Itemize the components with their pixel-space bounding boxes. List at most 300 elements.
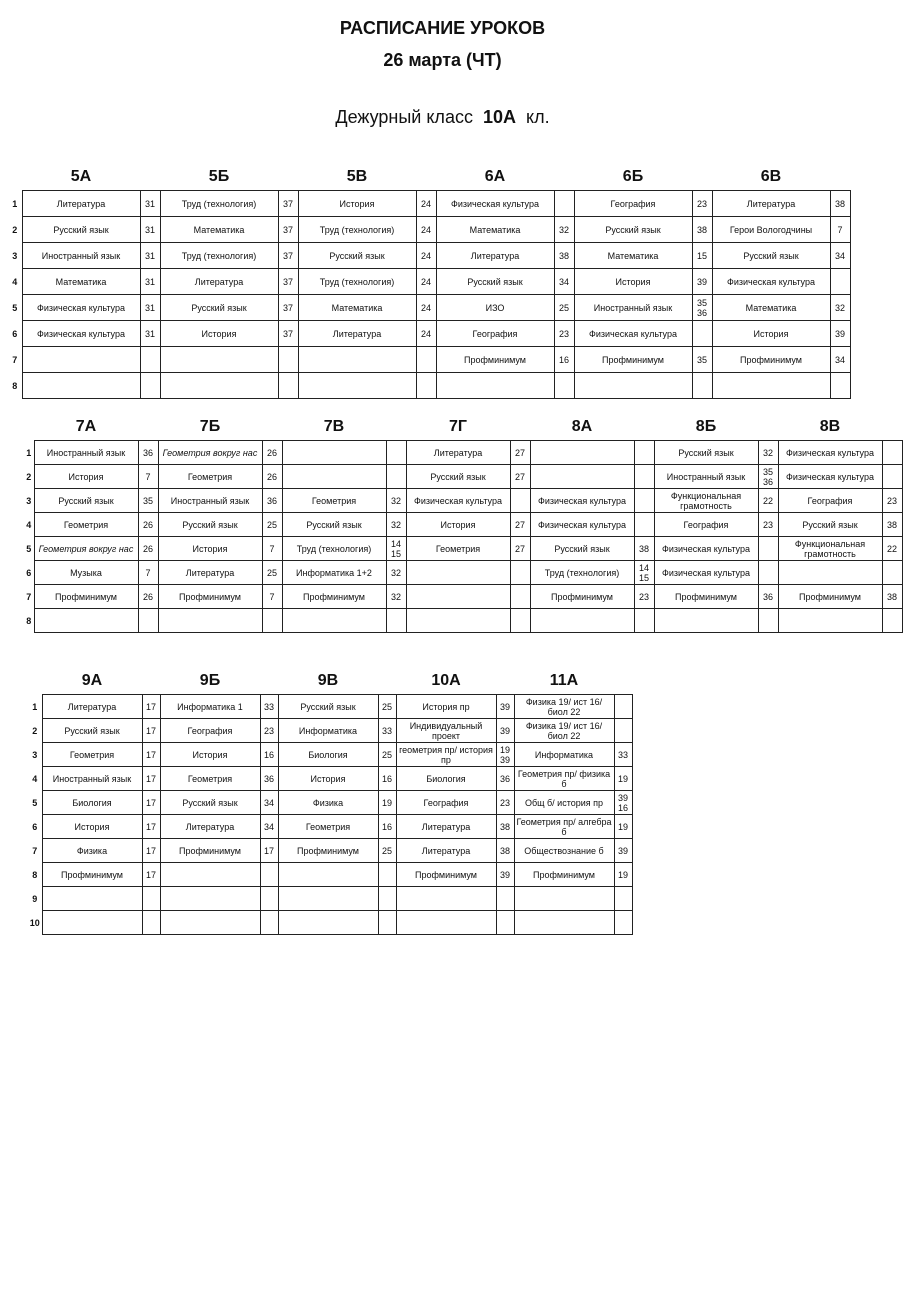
room-cell: 36 [496,767,514,791]
room-cell: 16 [260,743,278,767]
room-cell: 38 [882,585,902,609]
room-cell: 34 [260,791,278,815]
subject-cell: История [160,743,260,767]
room-cell: 39 [830,321,850,347]
room-cell [378,887,396,911]
room-cell: 24 [416,321,436,347]
subject-cell [42,887,142,911]
subject-cell [396,911,496,935]
room-cell: 23 [758,513,778,537]
table-row [24,513,902,537]
subject-cell: Информатика [278,719,378,743]
room-cell: 7 [262,585,282,609]
subject-cell: Физика 19/ ист 16/ биол 22 [514,695,614,719]
subject-cell: Профминимум [778,585,882,609]
room-cell [386,441,406,465]
subject-cell: Русский язык [574,217,692,243]
class-heading: 9В [317,672,339,689]
subject-cell: Русский язык [712,243,830,269]
subject-cell: Индивидуальный проект [396,719,496,743]
room-cell: 39 [614,839,632,863]
room-cell [416,347,436,373]
subject-cell: Русский язык [436,269,554,295]
subject-cell: Профминимум [530,585,634,609]
subject-cell: Литература [436,243,554,269]
subject-cell [514,911,614,935]
room-cell [758,561,778,585]
room-cell [634,513,654,537]
subject-cell: Литература [298,321,416,347]
class-heading: 7В [323,418,345,435]
subject-cell: Физическая культура [530,489,634,513]
subject-cell: Профминимум [160,839,260,863]
room-cell: 37 [278,269,298,295]
room-cell: 17 [142,839,160,863]
subject-cell [278,863,378,887]
table-row [28,911,632,935]
subject-cell: Геометрия [278,815,378,839]
room-cell: 25 [378,695,396,719]
subject-cell: Музыка [34,561,138,585]
room-cell: 37 [278,295,298,321]
subject-cell: Геометрия [34,513,138,537]
room-cell: 17 [142,815,160,839]
room-cell [378,911,396,935]
subject-cell: Иностранный язык [574,295,692,321]
subject-cell: Математика [436,217,554,243]
table-row [24,465,902,489]
lesson-number: 7 [12,354,18,365]
subject-cell: Физика [278,791,378,815]
room-cell: 24 [416,217,436,243]
room-cell: 22 [882,537,902,561]
subject-cell: Профминимум [396,863,496,887]
table-row [8,191,850,217]
subject-cell [34,609,138,633]
duty-suffix: кл. [526,107,550,127]
room-cell: 16 [554,347,574,373]
subject-cell: Труд (технология) [530,561,634,585]
table-row [8,347,850,373]
room-cell: 32 [830,295,850,321]
room-cell: 27 [510,441,530,465]
subject-cell [160,863,260,887]
class-headings [28,672,633,694]
class-heading: 6В [760,168,782,185]
subject-cell: История [574,269,692,295]
table-row [28,863,632,887]
room-cell: 16 [378,767,396,791]
subject-cell: Профминимум [514,863,614,887]
lesson-number: 4 [12,276,18,287]
room-cell [142,887,160,911]
subject-cell: Литература [158,561,262,585]
room-cell: 33 [614,743,632,767]
room-cell: 38 [634,537,654,561]
table-row [28,719,632,743]
room-cell [882,441,902,465]
lesson-number: 2 [26,471,32,482]
class-heading: 10А [431,672,461,689]
room-cell: 25 [554,295,574,321]
schedule-block-9-11 [28,672,633,935]
subject-cell: Геометрия [42,743,142,767]
room-cell [758,537,778,561]
page-title: РАСПИСАНИЕ УРОКОВ [339,18,546,38]
subject-cell [278,887,378,911]
room-cell: 34 [830,347,850,373]
subject-cell: Профминимум [158,585,262,609]
subject-cell [42,911,142,935]
room-cell: 24 [416,191,436,217]
subject-cell [396,887,496,911]
subject-cell: Физическая культура [712,269,830,295]
subject-cell: Общ б/ история пр [514,791,614,815]
subject-cell: История [158,537,262,561]
subject-cell: Профминимум [34,585,138,609]
subject-cell: Иностранный язык [34,441,138,465]
room-cell [614,887,632,911]
room-cell: 36 [138,441,158,465]
class-heading: 11А [549,672,579,689]
subject-cell: Физика [42,839,142,863]
subject-cell: История [406,513,510,537]
room-cell: 38 [496,839,514,863]
lesson-number: 9 [32,893,38,904]
table-row [24,537,902,561]
room-cell: 27 [510,537,530,561]
room-cell: 31 [140,269,160,295]
class-heading: 5А [70,168,92,185]
subject-cell: Физическая культура [530,513,634,537]
lesson-number: 5 [32,797,38,808]
subject-cell [158,609,262,633]
subject-cell [22,373,140,399]
room-cell: 32 [386,561,406,585]
subject-cell: Геометрия вокруг нас [34,537,138,561]
room-cell: 23 [260,719,278,743]
subject-cell: История [278,767,378,791]
subject-cell: Геометрия [160,767,260,791]
room-cell [830,269,850,295]
schedule-table [28,694,633,935]
room-cell: 23 [634,585,654,609]
lesson-number: 4 [32,773,38,784]
subject-cell: История [42,815,142,839]
subject-cell: Биология [396,767,496,791]
room-cell: 7 [138,465,158,489]
subject-cell [160,911,260,935]
room-cell: 39 [496,695,514,719]
table-row [8,321,850,347]
subject-cell: Русский язык [42,719,142,743]
class-heading: 7А [75,418,97,435]
subject-cell: геометрия пр/ история пр [396,743,496,767]
room-cell: 37 [278,321,298,347]
room-cell: 35 36 [692,295,712,321]
subject-cell: Физическая культура [574,321,692,347]
room-cell [140,373,160,399]
room-cell [554,373,574,399]
room-cell: 26 [138,585,158,609]
table-row [28,743,632,767]
room-cell: 34 [554,269,574,295]
room-cell [510,585,530,609]
subject-cell: Литература [712,191,830,217]
room-cell [142,911,160,935]
subject-cell: Информатика [514,743,614,767]
subject-cell: Труд (технология) [160,243,278,269]
room-cell: 25 [378,743,396,767]
lesson-number: 10 [29,917,40,928]
subject-cell [282,441,386,465]
table-row [24,489,902,513]
subject-cell [778,609,882,633]
room-cell [278,347,298,373]
room-cell [692,373,712,399]
class-heading: 6А [484,168,506,185]
class-heading: 9А [81,672,103,689]
subject-cell [406,609,510,633]
room-cell: 36 [758,585,778,609]
room-cell: 26 [138,537,158,561]
subject-cell: Профминимум [282,585,386,609]
subject-cell: Физическая культура [778,441,882,465]
lesson-number: 5 [26,543,32,554]
room-cell [510,609,530,633]
subject-cell [530,609,634,633]
room-cell: 31 [140,217,160,243]
room-cell [260,887,278,911]
subject-cell: Математика [160,217,278,243]
subject-cell: Иностранный язык [42,767,142,791]
room-cell [634,465,654,489]
room-cell: 14 15 [386,537,406,561]
room-cell [386,465,406,489]
room-cell: 17 [142,863,160,887]
subject-cell: Физическая культура [778,465,882,489]
room-cell [496,887,514,911]
schedule-date: 26 марта (ЧТ) [383,50,502,70]
room-cell: 37 [278,191,298,217]
room-cell: 17 [260,839,278,863]
room-cell [882,609,902,633]
room-cell: 17 [142,695,160,719]
class-headings [8,168,851,190]
subject-cell: Литература [160,269,278,295]
room-cell: 38 [692,217,712,243]
subject-cell: Физическая культура [406,489,510,513]
subject-cell: Литература [396,839,496,863]
table-row [28,791,632,815]
subject-cell: Профминимум [278,839,378,863]
room-cell [138,609,158,633]
lesson-number: 8 [32,869,38,880]
room-cell: 17 [142,791,160,815]
subject-cell: Русский язык [530,537,634,561]
lesson-number: 8 [26,615,32,626]
class-heading: 5Б [208,168,230,185]
room-cell [140,347,160,373]
subject-cell: Литература [160,815,260,839]
room-cell: 35 [138,489,158,513]
table-row [8,269,850,295]
room-cell [554,191,574,217]
table-row [24,441,902,465]
table-row [8,243,850,269]
subject-cell: Труд (технология) [298,269,416,295]
subject-cell: Геометрия пр/ физика б [514,767,614,791]
subject-cell: Иностранный язык [158,489,262,513]
subject-cell [530,441,634,465]
schedule-block-5-6 [8,168,851,399]
subject-cell: История [298,191,416,217]
subject-cell [406,561,510,585]
class-heading: 7Б [199,418,221,435]
room-cell [278,373,298,399]
subject-cell: Геометрия пр/ алгебра б [514,815,614,839]
lesson-number: 7 [26,591,32,602]
subject-cell [778,561,882,585]
room-cell: 32 [554,217,574,243]
duty-class: 10А [482,107,516,127]
lesson-number: 1 [26,447,32,458]
subject-cell: География [436,321,554,347]
room-cell [614,695,632,719]
room-cell: 19 39 [496,743,514,767]
schedule-table [8,190,851,399]
subject-cell: Физическая культура [22,295,140,321]
class-heading: 8А [571,418,593,435]
room-cell [496,911,514,935]
subject-cell: Герои Вологодчины [712,217,830,243]
subject-cell: Физическая культура [436,191,554,217]
subject-cell: Информатика 1+2 [282,561,386,585]
subject-cell: Профминимум [574,347,692,373]
table-row [28,887,632,911]
room-cell: 16 [378,815,396,839]
subject-cell: Профминимум [654,585,758,609]
room-cell [882,561,902,585]
subject-cell: Физическая культура [654,561,758,585]
room-cell [378,863,396,887]
room-cell: 26 [262,465,282,489]
table-row [8,373,850,399]
room-cell: 19 [614,863,632,887]
room-cell: 23 [496,791,514,815]
subject-cell: Труд (технология) [298,217,416,243]
room-cell: 38 [496,815,514,839]
subject-cell: Математика [712,295,830,321]
subject-cell: География [778,489,882,513]
subject-cell: Русский язык [158,513,262,537]
subject-cell [436,373,554,399]
subject-cell: Русский язык [298,243,416,269]
subject-cell: Русский язык [282,513,386,537]
class-heading: 8Б [695,418,717,435]
class-heading: 7Г [449,418,467,435]
table-row [24,561,902,585]
room-cell: 31 [140,321,160,347]
room-cell: 27 [510,513,530,537]
lesson-number: 6 [32,821,38,832]
schedule-block-7-8 [24,418,903,633]
subject-cell [298,373,416,399]
room-cell: 39 16 [614,791,632,815]
subject-cell [298,347,416,373]
subject-cell: Литература [22,191,140,217]
subject-cell: Биология [42,791,142,815]
lesson-number: 2 [32,725,38,736]
room-cell: 39 [496,719,514,743]
subject-cell: Иностранный язык [654,465,758,489]
room-cell [614,911,632,935]
class-heading: 5В [346,168,368,185]
room-cell: 17 [142,743,160,767]
subject-cell: Профминимум [436,347,554,373]
room-cell [692,321,712,347]
table-row [8,295,850,321]
room-cell [510,561,530,585]
subject-cell: Математика [298,295,416,321]
table-row [24,609,902,633]
room-cell: 33 [260,695,278,719]
room-cell: 32 [386,489,406,513]
room-cell: 19 [614,815,632,839]
table-row [24,585,902,609]
duty-prefix: Дежурный класс [335,107,473,127]
room-cell: 38 [554,243,574,269]
room-cell [634,441,654,465]
lesson-number: 3 [12,250,18,261]
room-cell: 38 [830,191,850,217]
room-cell: 34 [830,243,850,269]
lesson-number: 3 [32,749,38,760]
subject-cell [160,373,278,399]
class-heading: 9Б [199,672,221,689]
subject-cell [712,373,830,399]
room-cell [634,489,654,513]
room-cell: 36 [260,767,278,791]
subject-cell: География [574,191,692,217]
room-cell [758,609,778,633]
subject-cell: Физика 19/ ист 16/ биол 22 [514,719,614,743]
subject-cell: Биология [278,743,378,767]
room-cell: 17 [142,719,160,743]
subject-cell: Математика [22,269,140,295]
room-cell: 34 [260,815,278,839]
subject-cell: Геометрия вокруг нас [158,441,262,465]
room-cell [830,373,850,399]
room-cell: 7 [262,537,282,561]
room-cell: 23 [692,191,712,217]
duty-class-line [0,107,885,128]
subject-cell: Русский язык [22,217,140,243]
room-cell [260,863,278,887]
class-headings [24,418,903,440]
room-cell: 15 [692,243,712,269]
subject-cell: Русский язык [160,791,260,815]
room-cell: 37 [278,217,298,243]
room-cell: 26 [262,441,282,465]
lesson-number: 1 [32,701,38,712]
subject-cell [654,609,758,633]
room-cell [386,609,406,633]
subject-cell [160,887,260,911]
lesson-number: 5 [12,302,18,313]
subject-cell [406,585,510,609]
subject-cell: Труд (технология) [282,537,386,561]
